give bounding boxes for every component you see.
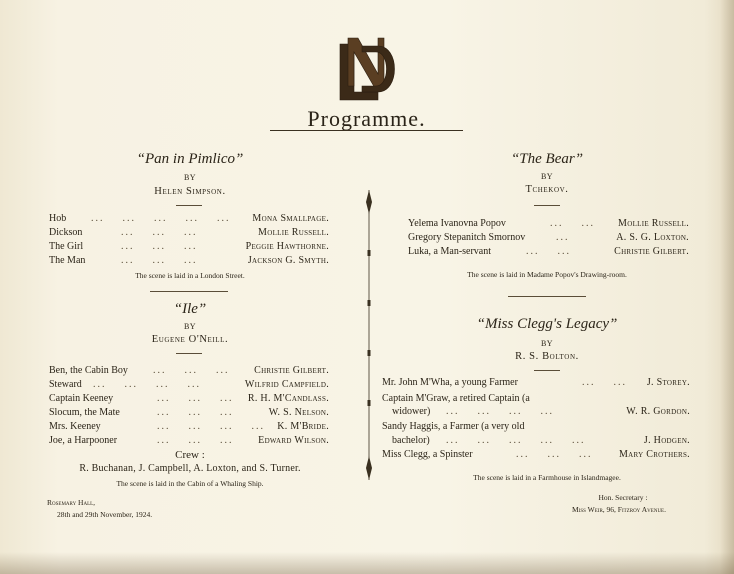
cast-row: widower) ... ... ... ... W. R. Gordon. <box>392 406 690 417</box>
cast-role: Captain M'Graw, a retired Captain (a <box>382 393 530 404</box>
section-rule <box>534 205 560 206</box>
cast-role: Hob <box>49 213 67 224</box>
scene-note: The scene is laid in the Cabin of a Whaling Ship. <box>116 479 264 488</box>
cast-row: Dickson ... ... ... Mollie Russell. <box>49 227 329 238</box>
play-author: Eugene O'Neill. <box>151 334 229 345</box>
cast-row: The Girl ... ... ... Peggie Hawthorne. <box>49 241 329 252</box>
play-title-the-bear: “The Bear” <box>510 151 584 167</box>
play-by-label: BY <box>183 173 197 182</box>
cast-row: Yelema Ivanovna Popov ... ... Mollie Russell. <box>408 218 689 229</box>
section-rule <box>534 370 560 371</box>
cast-actor: Mona Smallpage. <box>252 213 329 224</box>
cast-role: Mrs. Keeney <box>49 421 101 432</box>
cast-actor: A. S. G. Loxton. <box>616 232 689 243</box>
cast-role: Yelema Ivanovna Popov <box>408 218 506 229</box>
ld-monogram-logo <box>334 34 402 104</box>
play-by-label: BY <box>183 322 197 331</box>
cast-role: Slocum, the Mate <box>49 407 120 418</box>
crew-names: R. Buchanan, J. Campbell, A. Loxton, and S. Turner. <box>79 463 301 474</box>
scene-note: The scene is laid in a London Street. <box>135 271 245 280</box>
cast-row: Steward ... ... ... ... Wilfrid Campfield. <box>49 379 329 390</box>
cast-role: Miss Clegg, a Spinster <box>382 449 473 460</box>
cast-actor: J. Storey. <box>646 377 690 388</box>
play-author: Helen Simpson. <box>154 186 226 197</box>
cast-actor: Christie Gilbert. <box>254 365 329 376</box>
cast-actor: K. M'Bride. <box>277 421 329 432</box>
secretary-label: Hon. Secretary : <box>598 493 648 502</box>
cast-row: Joe, a Harpooner ... ... ... Edward Wilson. <box>49 435 329 446</box>
crew-label: Crew : <box>175 449 205 461</box>
section-rule <box>508 296 586 297</box>
cast-row: Miss Clegg, a Spinster ... ... ... Mary Crothers. <box>382 449 690 460</box>
performance-dates: 28th and 29th November, 1924. <box>57 510 153 519</box>
scene-note: The scene is laid in Madame Popov's Drawing-room. <box>467 270 627 279</box>
cast-role: Captain Keeney <box>49 393 114 404</box>
cast-row: Mrs. Keeney ... ... ... ... K. M'Bride. <box>49 421 329 432</box>
play-title-miss-cleggs-legacy: “Miss Clegg's Legacy” <box>476 316 618 332</box>
section-rule <box>176 353 202 354</box>
play-author: Tchekov. <box>525 184 569 195</box>
cast-row: Captain Keeney ... ... ... R. H. M'Candlass. <box>49 393 329 404</box>
cast-role: Steward <box>49 379 82 390</box>
cast-row: bachelor) ... ... ... ... ... J. Hodgen. <box>392 435 690 446</box>
page-bottom-shadow <box>0 552 734 574</box>
cast-role: Mr. John M'Wha, a young Farmer <box>382 377 518 388</box>
play-title-pan-in-pimlico: “Pan in Pimlico” <box>136 151 244 167</box>
cast-actor: Jackson G. Smyth. <box>247 255 329 266</box>
play-title-ile: “Ile” <box>173 301 207 317</box>
cast-role: The Girl <box>49 241 84 252</box>
cast-row: The Man ... ... ... Jackson G. Smyth. <box>49 255 329 266</box>
play-by-label: BY <box>540 172 554 181</box>
cast-role-continued: bachelor) <box>392 435 430 446</box>
cast-row: Luka, a Man-servant ... ... Christie Gilbert. <box>408 246 689 257</box>
cast-row: Gregory Stepanitch Smornov ... A. S. G. Loxton. <box>408 232 689 243</box>
cast-row: Hob ... ... ... ... ... Mona Smallpage. <box>49 213 329 224</box>
section-rule <box>150 291 228 292</box>
cast-actor: W. R. Gordon. <box>626 406 690 417</box>
venue-name: Rosemary Hall, <box>47 498 96 507</box>
cast-actor: Christie Gilbert. <box>614 246 689 257</box>
cast-row: Mr. John M'Wha, a young Farmer ... ... J. Storey. <box>382 377 690 388</box>
cast-role: Luka, a Man-servant <box>408 246 492 257</box>
cast-role-continued: widower) <box>392 406 431 417</box>
scene-note: The scene is laid in a Farmhouse in Islandmagee. <box>473 473 621 482</box>
page-title: Programme. <box>307 106 426 131</box>
play-author: R. S. Bolton. <box>515 351 579 362</box>
cast-actor: W. S. Nelson. <box>268 407 329 418</box>
page-edge-shadow <box>720 0 734 574</box>
section-rule <box>176 205 202 206</box>
cast-actor: Edward Wilson. <box>258 435 329 446</box>
cast-actor: Mollie Russell. <box>258 227 329 238</box>
cast-role: Sandy Haggis, a Farmer (a very old <box>382 421 525 432</box>
cast-actor: Wilfrid Campfield. <box>244 379 329 390</box>
cast-role: The Man <box>49 255 86 266</box>
cast-actor: Mary Crothers. <box>618 449 690 460</box>
cast-row: Slocum, the Mate ... ... ... W. S. Nelson. <box>49 407 329 418</box>
secretary-block <box>548 492 698 516</box>
center-ornament-divider <box>366 190 372 480</box>
secretary-name: Miss Weir, 96, Fitzroy Avenue. <box>572 505 666 514</box>
cast-role: Gregory Stepanitch Smornov <box>408 232 526 243</box>
cast-role: Ben, the Cabin Boy <box>49 365 128 376</box>
cast-actor: Peggie Hawthorne. <box>245 241 329 252</box>
cast-actor: J. Hodgen. <box>643 435 690 446</box>
cast-actor: R. H. M'Candlass. <box>247 393 329 404</box>
cast-role: Dickson <box>49 227 83 238</box>
cast-row: Ben, the Cabin Boy ... ... ... Christie Gilbert. <box>49 365 329 376</box>
title-underline <box>270 130 463 131</box>
play-by-label: BY <box>540 339 554 348</box>
venue-block <box>47 497 152 521</box>
cast-actor: Mollie Russell. <box>618 218 689 229</box>
cast-role: Joe, a Harpooner <box>49 435 118 446</box>
